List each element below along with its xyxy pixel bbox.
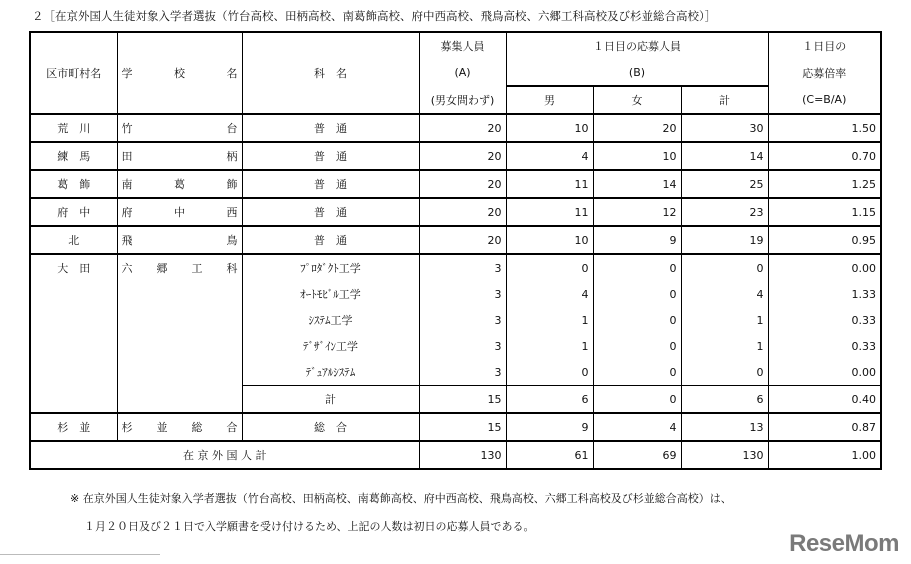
female-cell: 12	[593, 198, 681, 226]
ratio-cell: 1.25	[768, 170, 881, 198]
total-cell: 23	[681, 198, 768, 226]
quota-cell: 20	[419, 142, 506, 170]
header-course: 科 名	[242, 32, 419, 114]
school-cell	[117, 386, 242, 414]
header-school: 学 校 名	[117, 32, 242, 114]
table-row	[30, 198, 881, 226]
ward-cell: 練 馬	[30, 142, 117, 170]
header-applicants: １日目の応募人員	[506, 32, 768, 59]
ratio-cell: 0.87	[768, 413, 881, 441]
footnote-1: ※ 在京外国人生徒対象入学者選抜（竹台高校、田柄高校、南葛飾高校、府中西高校、飛鳥高校、六郷工科高校及び杉並総合高校）は、	[70, 492, 732, 505]
total-cell: 30	[681, 114, 768, 142]
ward-cell: 府 中	[30, 198, 117, 226]
table-row	[30, 114, 881, 142]
male-cell: 0	[506, 254, 593, 281]
total-cell: 4	[681, 281, 768, 307]
school-cell: 飛鳥	[117, 226, 242, 254]
header-male: 男	[506, 86, 593, 114]
ratio-cell: 0.95	[768, 226, 881, 254]
ward-cell	[30, 359, 117, 386]
quota-cell: 15	[419, 413, 506, 441]
course-cell: ﾃﾞｭｱﾙｼｽﾃﾑ	[242, 359, 419, 386]
course-cell: 普 通	[242, 226, 419, 254]
footnote-2: １月２０日及び２１日で入学願書を受け付けるため、上記の人数は初日の応募人員である。	[84, 520, 535, 533]
ratio-cell: 1.50	[768, 114, 881, 142]
quota-cell: 3	[419, 333, 506, 359]
ratio-cell: 1.33	[768, 281, 881, 307]
ward-cell	[30, 281, 117, 307]
course-cell: ｵｰﾄﾓﾋﾞﾙ工学	[242, 281, 419, 307]
divider	[0, 554, 160, 555]
table-row	[30, 170, 881, 198]
header-total: 計	[681, 86, 768, 114]
total-cell: 1	[681, 307, 768, 333]
ratio-cell: 0.40	[768, 386, 881, 414]
course-cell: 普 通	[242, 142, 419, 170]
header-quota-a: (A)	[419, 59, 506, 86]
female-cell: 10	[593, 142, 681, 170]
section-title: ２［在京外国人生徒対象入学者選抜（竹台高校、田柄高校、南葛飾高校、府中西高校、飛鳥高校、六郷工科高校及び杉並総合高校）］	[32, 9, 717, 23]
ward-cell: 葛 飾	[30, 170, 117, 198]
school-cell: 田柄	[117, 142, 242, 170]
school-cell	[117, 307, 242, 333]
school-cell	[117, 333, 242, 359]
ward-cell	[30, 333, 117, 359]
ward-cell: 北	[30, 226, 117, 254]
school-cell: 杉並総合	[117, 413, 242, 441]
table-row	[30, 359, 881, 386]
quota-cell: 20	[419, 198, 506, 226]
course-cell: 総 合	[242, 413, 419, 441]
ward-cell: 大 田	[30, 254, 117, 281]
ward-cell	[30, 307, 117, 333]
grand-total-quota: 130	[419, 441, 506, 469]
male-cell: 9	[506, 413, 593, 441]
course-cell: ﾃﾞｻﾞｲﾝ工学	[242, 333, 419, 359]
total-cell: 14	[681, 142, 768, 170]
course-cell: 計	[242, 386, 419, 414]
male-cell: 1	[506, 333, 593, 359]
male-cell: 4	[506, 281, 593, 307]
table-row	[30, 333, 881, 359]
table-row	[30, 307, 881, 333]
male-cell: 1	[506, 307, 593, 333]
female-cell: 9	[593, 226, 681, 254]
quota-cell: 3	[419, 254, 506, 281]
grand-total-row	[30, 441, 881, 469]
resemom-logo: ReseMom	[789, 530, 899, 557]
header-quota-note: (男女問わず)	[419, 86, 506, 114]
ratio-cell: 0.33	[768, 307, 881, 333]
female-cell: 4	[593, 413, 681, 441]
quota-cell: 3	[419, 281, 506, 307]
table-row	[30, 413, 881, 441]
male-cell: 11	[506, 170, 593, 198]
quota-cell: 20	[419, 114, 506, 142]
grand-total-total: 130	[681, 441, 768, 469]
female-cell: 0	[593, 386, 681, 414]
ratio-cell: 1.15	[768, 198, 881, 226]
male-cell: 6	[506, 386, 593, 414]
applicants-table	[29, 31, 882, 470]
ward-cell: 荒 川	[30, 114, 117, 142]
table-row	[30, 226, 881, 254]
table-row	[30, 281, 881, 307]
grand-total-female: 69	[593, 441, 681, 469]
course-cell: 普 通	[242, 114, 419, 142]
table-row	[30, 254, 881, 281]
total-cell: 6	[681, 386, 768, 414]
total-cell: 1	[681, 333, 768, 359]
female-cell: 0	[593, 307, 681, 333]
female-cell: 0	[593, 281, 681, 307]
quota-cell: 3	[419, 307, 506, 333]
header-female: 女	[593, 86, 681, 114]
quota-cell: 20	[419, 226, 506, 254]
male-cell: 11	[506, 198, 593, 226]
header-quota: 募集人員	[419, 32, 506, 59]
grand-total-label: 在 京 外 国 人 計	[30, 441, 419, 469]
header-ratio-formula: (C=B/A)	[768, 86, 881, 114]
school-cell: 六郷工科	[117, 254, 242, 281]
ratio-cell: 0.33	[768, 333, 881, 359]
ratio-cell: 0.70	[768, 142, 881, 170]
ward-cell: 杉 並	[30, 413, 117, 441]
total-cell: 19	[681, 226, 768, 254]
course-cell: ﾌﾟﾛﾀﾞｸﾄ工学	[242, 254, 419, 281]
female-cell: 0	[593, 333, 681, 359]
quota-cell: 15	[419, 386, 506, 414]
quota-cell: 3	[419, 359, 506, 386]
ratio-cell: 0.00	[768, 359, 881, 386]
total-cell: 0	[681, 254, 768, 281]
school-cell: 竹台	[117, 114, 242, 142]
school-cell	[117, 281, 242, 307]
school-cell: 府中西	[117, 198, 242, 226]
male-cell: 10	[506, 226, 593, 254]
grand-total-ratio: 1.00	[768, 441, 881, 469]
male-cell: 4	[506, 142, 593, 170]
table-row	[30, 386, 881, 414]
school-cell	[117, 359, 242, 386]
table-row	[30, 142, 881, 170]
header-ratio-label: 応募倍率	[768, 59, 881, 86]
header-ward: 区市町村名	[30, 32, 117, 114]
total-cell: 13	[681, 413, 768, 441]
grand-total-male: 61	[506, 441, 593, 469]
course-cell: 普 通	[242, 198, 419, 226]
header-ratio: １日目の	[768, 32, 881, 59]
female-cell: 20	[593, 114, 681, 142]
male-cell: 10	[506, 114, 593, 142]
total-cell: 25	[681, 170, 768, 198]
female-cell: 0	[593, 254, 681, 281]
header-applicants-b: (B)	[506, 59, 768, 86]
ward-cell	[30, 386, 117, 414]
course-cell: ｼｽﾃﾑ工学	[242, 307, 419, 333]
female-cell: 0	[593, 359, 681, 386]
course-cell: 普 通	[242, 170, 419, 198]
male-cell: 0	[506, 359, 593, 386]
school-cell: 南葛飾	[117, 170, 242, 198]
ratio-cell: 0.00	[768, 254, 881, 281]
total-cell: 0	[681, 359, 768, 386]
female-cell: 14	[593, 170, 681, 198]
quota-cell: 20	[419, 170, 506, 198]
